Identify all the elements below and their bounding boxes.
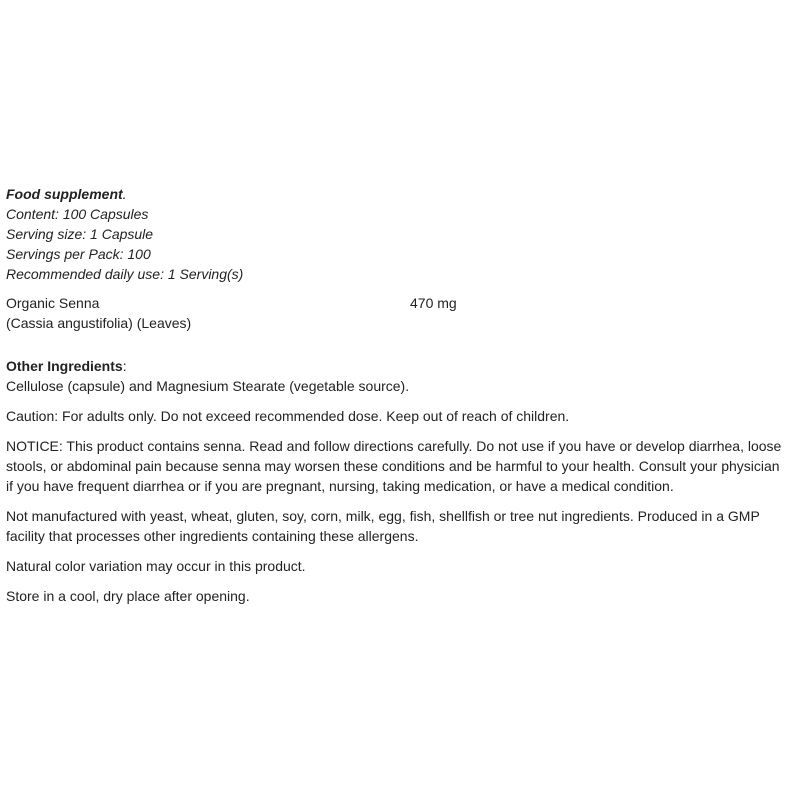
other-ingredients-heading-suffix: : <box>122 358 127 374</box>
supplement-title: Food supplement <box>6 186 123 202</box>
color-variation-paragraph: Natural color variation may occur in this product. <box>6 558 306 574</box>
servings-per-pack-line: Servings per Pack: 100 <box>6 246 151 262</box>
allergens-paragraph: Not manufactured with yeast, wheat, gluten, soy, corn, milk, egg, fish, shellfish or tree nut ingredients. Produced in a GMP facility that processes other ingredients containing these allergens. <box>6 508 760 544</box>
notice-paragraph: NOTICE: This product contains senna. Read and follow directions carefully. Do not use if you have or develop diarrhea, loose stools, or abdominal pain because senna may worsen these conditions and be harmful to your health. Consult your physician if you have frequent diarrhea or if you are pregnant, nursing, taking medication, or have a medical condition. <box>6 438 782 494</box>
other-ingredients-heading-line <box>6 356 786 376</box>
other-ingredients-heading: Other Ingredients <box>6 358 123 374</box>
supplement-title-line <box>6 184 786 204</box>
recommended-use-line: Recommended daily use: 1 Serving(s) <box>6 266 244 282</box>
caution-paragraph: Caution: For adults only. Do not exceed recommended dose. Keep out of reach of children. <box>6 408 570 424</box>
serving-size-line: Serving size: 1 Capsule <box>6 226 154 242</box>
product-description <box>6 184 786 606</box>
ingredient-amount: 470 mg <box>410 295 457 311</box>
other-ingredients-text: Cellulose (capsule) and Magnesium Stearate (vegetable source). <box>6 378 410 394</box>
supplement-title-suffix: . <box>122 186 127 202</box>
ingredient-detail: (Cassia angustifolia) (Leaves) <box>6 315 192 331</box>
storage-paragraph: Store in a cool, dry place after opening. <box>6 588 250 604</box>
content-line: Content: 100 Capsules <box>6 206 149 222</box>
ingredient-row <box>6 293 786 313</box>
ingredient-name: Organic Senna <box>6 295 100 311</box>
